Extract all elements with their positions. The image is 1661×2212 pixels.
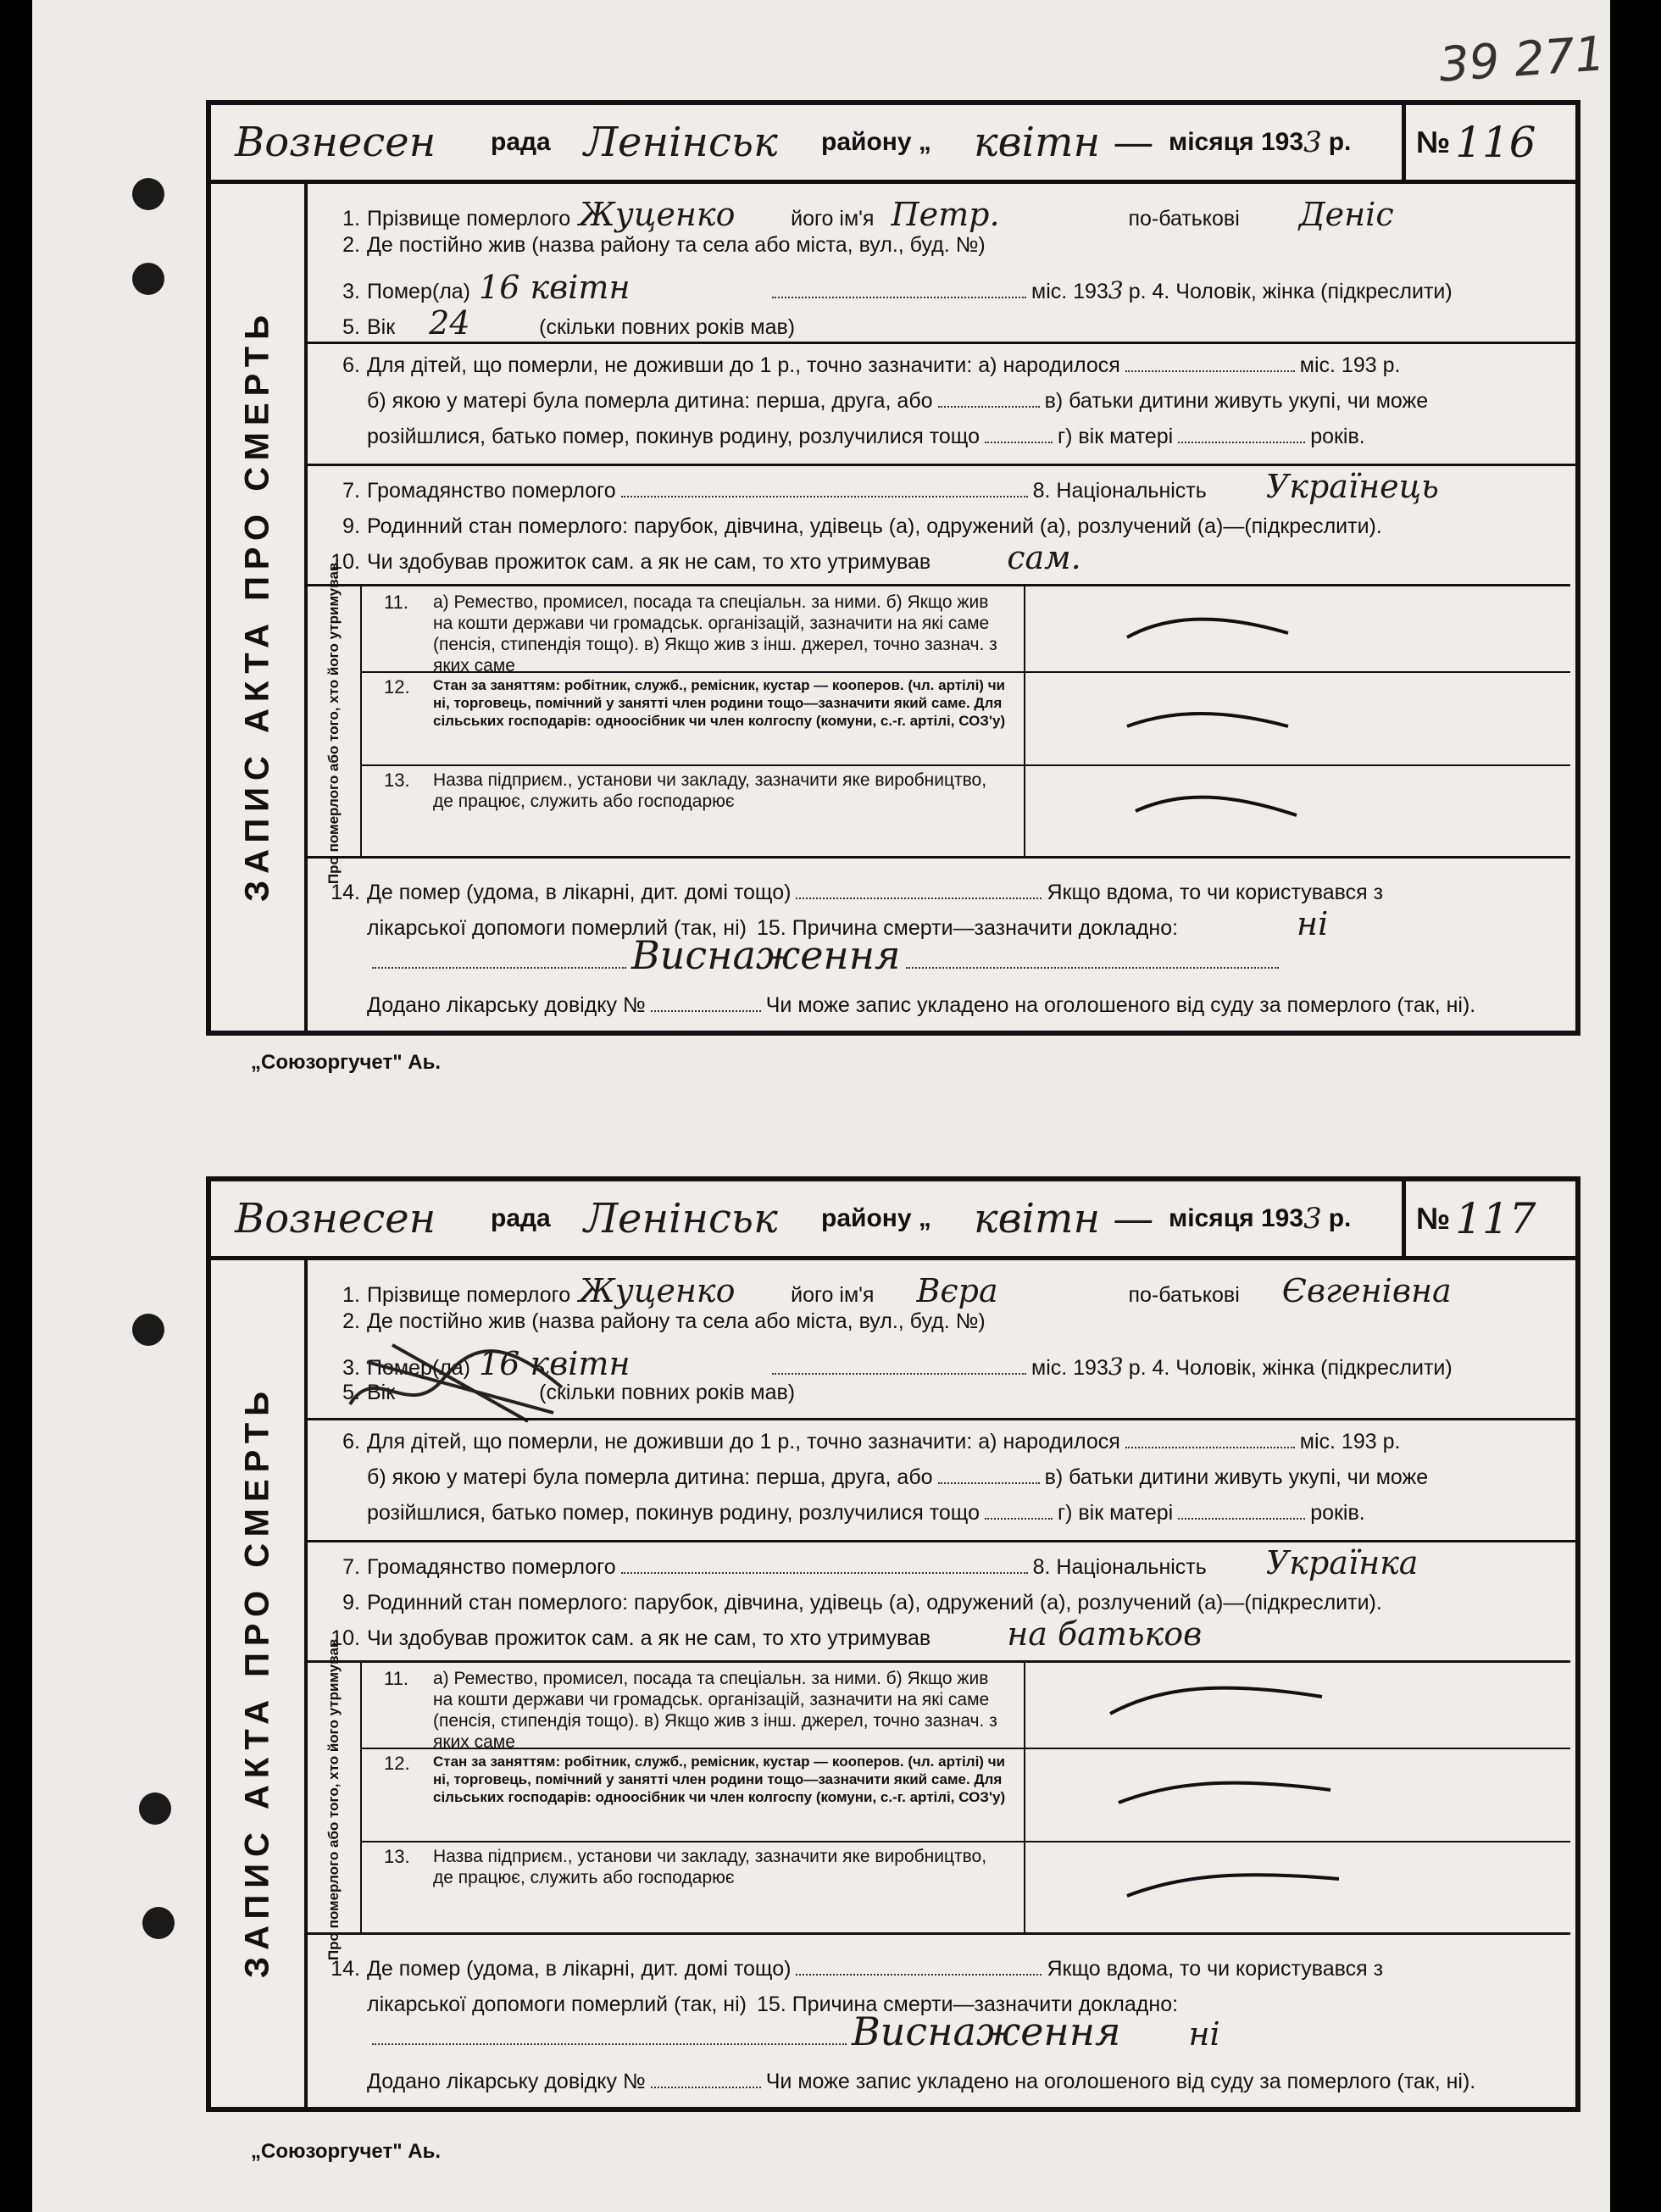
side-title: ЗАПИС АКТА ПРО СМЕРТЬ <box>238 308 276 902</box>
rada-label <box>491 1181 551 1256</box>
month-label-text: місяця 193 <box>1169 1204 1304 1232</box>
row-2-residence: 2. Де постійно жив (назва району та села або міста, вул., буд. №) <box>342 1309 986 1333</box>
dotted-line <box>621 1557 1028 1574</box>
subtable-side-label: Про померлого або того, хто його утримував. <box>325 558 342 885</box>
month-name <box>974 1181 1153 1256</box>
cause-of-death-label: 15. Причина смерти—зазначити докладно: <box>757 1992 1179 2016</box>
row-13 <box>360 764 1570 856</box>
district-handwritten: Ленінськ <box>584 119 778 166</box>
row-11 <box>360 1663 1570 1752</box>
dotted-line <box>372 952 626 969</box>
rada-label-text: рада <box>491 128 551 156</box>
death-record-form-117 <box>206 1176 1580 2112</box>
row-12 <box>360 1748 1570 1842</box>
binder-hole <box>142 1907 175 1939</box>
row-2-residence: 2. Де постійно жив (назва району та села або міста, вул., буд. №) <box>342 233 986 257</box>
record-number-box <box>1402 1181 1575 1256</box>
separator <box>308 1540 1575 1542</box>
years-label: років. <box>1310 1501 1365 1525</box>
name-label: його ім'я <box>791 207 875 231</box>
side-title-column <box>211 1256 308 2107</box>
dotted-line <box>906 952 1279 969</box>
children-born-label: Для дітей, що померли, не доживши до 1 р., точно зазначити: а) народилося <box>367 1430 1120 1453</box>
row-6a: 6. Для дітей, що померли, не доживши до 1 р., точно зазначити: а) народилося міс. 193 р. <box>342 1430 1401 1453</box>
row-5-age: 5. Вік 24 (скільки повних років мав) <box>342 304 796 342</box>
subtable-side-label: Про померлого або того, хто його утримував. <box>325 1634 342 1961</box>
column-divider <box>1024 764 1025 856</box>
district-name <box>584 1181 778 1256</box>
binder-hole <box>132 1314 164 1346</box>
row-12-number: 12. <box>384 676 410 698</box>
patronymic-handwritten: Деніс <box>1298 196 1394 233</box>
dash-mark <box>1106 1680 1326 1722</box>
marital-status-label: Родинний стан померлого: парубок, дівчина, удівець (а), одружений (а), розлучений (а)—(підкреслити). <box>367 1591 1382 1615</box>
cause-of-death-label: 15. Причина смерти—зазначити докладно: <box>757 916 1179 940</box>
month-label <box>1169 105 1351 180</box>
row-16-certificate <box>367 2070 1575 2094</box>
died-label: Помер(ла) <box>367 280 471 303</box>
row-15-cause <box>367 2009 1575 2054</box>
dotted-line <box>938 1467 1040 1484</box>
month-year-label: міс. 193 <box>1031 280 1108 303</box>
month-name <box>974 105 1153 180</box>
rada-label-text: рада <box>491 1204 551 1232</box>
dotted-line <box>796 882 1042 899</box>
row-3-death-date: 3. Помер(ла) 16 квітн міс. 193 3 р. 4. Чоловік, жінка (підкреслити) <box>342 1345 1453 1382</box>
cause-handwritten: Виснаження <box>631 932 901 978</box>
name-handwritten: Вєра <box>916 1272 998 1309</box>
death-date-handwritten: 16 квітн <box>479 1345 631 1382</box>
district-handwritten: Ленінськ <box>584 1195 778 1242</box>
row-13-number: 13. <box>384 1846 410 1867</box>
column-divider <box>1024 1663 1025 1748</box>
no-label: № <box>1416 1201 1451 1236</box>
sex-label: р. 4. Чоловік, жінка (підкреслити) <box>1128 280 1453 303</box>
record-number-handwritten: 117 <box>1455 1194 1536 1243</box>
binder-hole <box>139 1792 171 1825</box>
patronymic-label: по-батькові <box>1128 207 1240 231</box>
no-label: № <box>1416 125 1451 159</box>
month-label <box>1169 1181 1351 1256</box>
row-6b <box>367 389 1575 414</box>
archive-page-number: 39 271 <box>1436 26 1607 93</box>
employment-status-label: Стан за заняттям: робітник, служб., ремісник, кустар — кооперов. (чл. артілі) чи ні, торговець, помічний у занятті член родини тощо—зазначити який саме. Для сільських господарів: одноосібник чи член колгоспу (комуни, с.-г. артілі, СОЗ'у) <box>433 677 1006 729</box>
council-name <box>235 1181 436 1256</box>
surname-label: Прізвище померлого <box>367 207 571 231</box>
month-year-label: міс. 193 <box>1031 1356 1108 1380</box>
form-body <box>308 1260 1575 2107</box>
document-page <box>32 0 1610 2212</box>
occupation-label: а) Ремество, промисел, посада та спеціальн. за ними. б) Якщо жив на кошти держави чи громадськ. організацій, зазначити на які саме (пенсія, стипендія тощо). в) Якщо жив з інш. джерел, точно зазнач. з яких саме <box>433 592 997 675</box>
age-hint: (скільки повних років мав) <box>539 315 796 339</box>
row-11-number: 11. <box>384 1668 408 1689</box>
row-6a: 6. Для дітей, що померли, не доживши до 1 р., точно зазначити: а) народилося міс. 193 р. <box>342 353 1401 377</box>
record-number-handwritten: 116 <box>1455 118 1536 167</box>
certificate-label: Додано лікарську довідку № <box>367 993 646 1017</box>
form-header <box>211 105 1575 184</box>
dash-mark: — <box>1100 1195 1154 1242</box>
row-5-age: 5. Вік (скільки повних років мав) <box>342 1381 796 1404</box>
patronymic-handwritten: Євгенівна <box>1281 1272 1452 1309</box>
month-label-text: місяця 193 <box>1169 128 1304 156</box>
column-divider <box>1024 586 1025 671</box>
mother-age-label: г) вік матері <box>1058 425 1174 448</box>
row-3-death-date: 3. Помер(ла) 16 квітн міс. 193 3 р. 4. Чоловік, жінка (підкреслити) <box>342 269 1453 306</box>
scribble-mark <box>342 1311 596 1430</box>
column-divider <box>1024 1748 1025 1841</box>
side-title-column <box>211 180 308 1031</box>
parents-together-label: в) батьки дитини живуть укупі, чи може <box>1044 389 1429 413</box>
workplace-label: Назва підприєм., установи чи закладу, зазначити яке виробництво, де працює, служить або господарює <box>433 770 987 811</box>
sex-label: р. 4. Чоловік, жінка (підкреслити) <box>1128 1356 1453 1380</box>
rada-label <box>491 105 551 180</box>
dash-mark <box>1123 1866 1343 1909</box>
age-label: Вік <box>367 1381 396 1404</box>
dotted-line <box>772 1358 1026 1375</box>
row-7-citizenship: 7. Громадянство померлого 8. Національність Українка <box>342 1544 1419 1581</box>
age-hint: (скільки повних років мав) <box>539 1381 796 1404</box>
row-1-surname: 1. Прізвище померлого Жуценко його ім'я Вєра по-батькові Євгенівна <box>342 1272 1452 1309</box>
council-name <box>235 105 436 180</box>
surname-label: Прізвище померлого <box>367 1283 571 1307</box>
dotted-line <box>985 1503 1053 1520</box>
death-date-handwritten: 16 квітн <box>479 269 631 306</box>
livelihood-label: Чи здобував прожиток сам. а як не сам, то хто утримував <box>367 1626 931 1650</box>
citizenship-label: Громадянство померлого <box>367 479 616 503</box>
row-9-marital: 9. Родинний стан померлого: парубок, дівчина, удівець (а), одружений (а), розлучений (а)—(підкреслити). <box>342 514 1382 538</box>
row-14-place: 14. Де помер (удома, в лікарні, дит. домі тощо) Якщо вдома, то чи користувався з <box>331 881 1384 904</box>
dotted-line <box>938 391 1040 408</box>
quote-mark: „ <box>911 1204 931 1232</box>
surname-handwritten: Жуценко <box>579 1272 736 1309</box>
year-handwritten: 3 <box>1303 1202 1322 1236</box>
row-10-livelihood: 10. Чи здобував прожиток сам. а як не сам, то хто утримував на батьков <box>331 1615 1203 1653</box>
row-10-livelihood: 10. Чи здобував прожиток сам. а як не сам, то хто утримував сам. <box>331 539 1081 576</box>
dash-mark <box>1123 612 1292 646</box>
residence-label: Де постійно жив (назва району та села або міста, вул., буд. №) <box>367 233 986 257</box>
separator <box>308 464 1575 466</box>
row-7-citizenship: 7. Громадянство померлого 8. Національність Українець <box>342 468 1439 505</box>
livelihood-handwritten: сам. <box>1007 539 1081 576</box>
form-body <box>308 184 1575 1031</box>
dash-mark <box>1131 790 1301 824</box>
children-born-end: міс. 193 р. <box>1299 1430 1401 1453</box>
row-12 <box>360 671 1570 766</box>
workplace-label: Назва підприєм., установи чи закладу, зазначити яке виробництво, де працює, служить або господарює <box>433 1847 987 1887</box>
row-13-number: 13. <box>384 770 410 791</box>
row-11-number: 11. <box>384 592 408 613</box>
row-14b-15 <box>367 905 1575 942</box>
patronymic-label: по-батькові <box>1128 1283 1240 1307</box>
binder-hole <box>132 178 164 210</box>
dotted-line <box>796 1959 1042 1976</box>
r-label: р. <box>1328 1204 1352 1232</box>
place-of-death-label: Де помер (удома, в лікарні, дит. домі тощо) <box>367 881 792 904</box>
quote-mark: „ <box>911 128 931 156</box>
row-6c <box>367 425 1575 449</box>
dotted-line <box>651 2071 761 2088</box>
certificate-label: Додано лікарську довідку № <box>367 2070 646 2093</box>
name-handwritten: Петр. <box>891 196 1000 233</box>
row-12-number: 12. <box>384 1753 410 1774</box>
row-15-cause <box>367 932 1575 978</box>
record-number-box <box>1402 105 1575 180</box>
raion-label-text: району <box>821 1204 912 1232</box>
dotted-line <box>985 426 1053 443</box>
raion-label-text: району <box>821 128 912 156</box>
year-handwritten: 3 <box>1303 125 1322 159</box>
citizenship-label: Громадянство померлого <box>367 1555 616 1579</box>
month-handwritten: квітн <box>974 1195 1101 1242</box>
child-order-label: б) якою у матері була померла дитина: перша, друга, або <box>367 1465 933 1489</box>
row-14-place: 14. Де помер (удома, в лікарні, дит. домі тощо) Якщо вдома, то чи користувався з <box>331 1957 1384 1981</box>
medical-help-handwritten: ні <box>1297 905 1329 942</box>
month-handwritten: квітн <box>974 119 1101 166</box>
row-1-surname: 1. Прізвище померлого Жуценко його ім'я Петр. по-батькові Деніс <box>342 196 1394 233</box>
separator <box>308 342 1575 344</box>
raion-label <box>821 1181 931 1256</box>
row-9-marital: 9. Родинний стан померлого: парубок, дівчина, удівець (а), одружений (а), розлучений (а)—(підкреслити). <box>342 1591 1382 1615</box>
parents-status-label: розійшлися, батько помер, покинув родину, розлучилися тощо <box>367 1501 980 1525</box>
dotted-line <box>621 481 1028 497</box>
mother-age-label: г) вік матері <box>1058 1501 1174 1525</box>
residence-label: Де постійно жив (назва району та села або міста, вул., буд. №) <box>367 1309 986 1333</box>
livelihood-handwritten: на батьков <box>1007 1615 1203 1653</box>
dotted-line <box>372 2028 847 2045</box>
row-13 <box>360 1841 1570 1932</box>
row-6c <box>367 1501 1575 1526</box>
dash-mark <box>1114 1773 1335 1815</box>
died-label: Помер(ла) <box>367 1356 471 1380</box>
council-handwritten: Вознесен <box>235 119 436 166</box>
nationality-label: 8. Національність <box>1032 1555 1207 1579</box>
dotted-line <box>772 281 1026 298</box>
printer-imprint: „Союзоргучет" Аь. <box>251 2140 442 2163</box>
row-11 <box>360 586 1570 673</box>
nationality-label: 8. Національність <box>1032 479 1207 503</box>
death-year-handwritten: 3 <box>1108 276 1124 304</box>
separator <box>308 1418 1575 1420</box>
form-header <box>211 1181 1575 1260</box>
name-label: його ім'я <box>791 1283 875 1307</box>
dash-mark <box>1123 705 1292 739</box>
council-handwritten: Вознесен <box>235 1195 436 1242</box>
dotted-line <box>651 995 761 1012</box>
surname-handwritten: Жуценко <box>579 196 736 233</box>
marital-status-label: Родинний стан померлого: парубок, дівчина, удівець (а), одружений (а), розлучений (а)—(підкреслити). <box>367 514 1382 538</box>
r-label: р. <box>1328 128 1352 156</box>
dotted-line <box>1125 1431 1295 1448</box>
printer-imprint: „Союзоргучет" Аь. <box>251 1051 442 1074</box>
subtable-side <box>308 1634 362 1961</box>
medical-help-label: лікарської допомоги померлий (так, ні) <box>367 1992 747 2016</box>
children-born-end: міс. 193 р. <box>1299 353 1401 377</box>
occupation-label: а) Ремество, промисел, посада та спеціальн. за ними. б) Якщо жив на кошти держави чи громадськ. організацій, зазначити на які саме (пенсія, стипендія тощо). в) Якщо жив з інш. джерел, точно зазнач. з яких саме <box>433 1669 997 1752</box>
home-medical-label: Якщо вдома, то чи користувався з <box>1047 881 1384 904</box>
parents-together-label: в) батьки дитини живуть укупі, чи може <box>1044 1465 1429 1489</box>
employment-status-label: Стан за заняттям: робітник, служб., ремісник, кустар — кооперов. (чл. артілі) чи ні, торговець, помічний у занятті член родини тощо—зазначити який саме. Для сільських господарів: одноосібник чи член колгоспу (комуни, с.-г. артілі, СОЗ'у) <box>433 1753 1006 1805</box>
row-6b <box>367 1465 1575 1490</box>
dash-mark: — <box>1100 119 1154 166</box>
row-16-certificate <box>367 993 1575 1018</box>
medical-help-label: лікарської допомоги померлий (так, ні) <box>367 916 747 940</box>
dotted-line <box>1125 355 1295 372</box>
subtable-side <box>308 558 362 885</box>
binder-hole <box>132 263 164 295</box>
parents-status-label: розійшлися, батько помер, покинув родину, розлучилися тощо <box>367 425 980 448</box>
years-label: років. <box>1310 425 1365 448</box>
age-label: Вік <box>367 315 396 339</box>
dotted-line <box>1178 426 1305 443</box>
dotted-line <box>1178 1503 1305 1520</box>
district-name <box>584 105 778 180</box>
court-record-label: Чи може запис укладено на оголошеного від суду за померлого (так, ні). <box>765 2070 1476 2093</box>
side-title: ЗАПИС АКТА ПРО СМЕРТЬ <box>238 1385 276 1978</box>
column-divider <box>1024 671 1025 764</box>
court-record-label: Чи може запис укладено на оголошеного від суду за померлого (так, ні). <box>765 993 1476 1017</box>
medical-help-handwritten: ні <box>1188 2015 1220 2053</box>
place-of-death-label: Де помер (удома, в лікарні, дит. домі тощо) <box>367 1957 792 1981</box>
home-medical-label: Якщо вдома, то чи користувався з <box>1047 1957 1384 1981</box>
children-born-label: Для дітей, що померли, не доживши до 1 р., точно зазначити: а) народилося <box>367 353 1120 377</box>
nationality-handwritten: Українець <box>1265 468 1439 505</box>
death-record-form-116 <box>206 100 1580 1036</box>
age-handwritten: 24 <box>429 304 470 342</box>
raion-label <box>821 105 931 180</box>
child-order-label: б) якою у матері була померла дитина: перша, друга, або <box>367 389 933 413</box>
nationality-handwritten: Українка <box>1265 1544 1419 1581</box>
death-year-handwritten: 3 <box>1108 1353 1124 1381</box>
livelihood-label: Чи здобував прожиток сам. а як не сам, то хто утримував <box>367 550 931 574</box>
column-divider <box>1024 1841 1025 1932</box>
cause-handwritten: Виснаження <box>852 2009 1121 2054</box>
